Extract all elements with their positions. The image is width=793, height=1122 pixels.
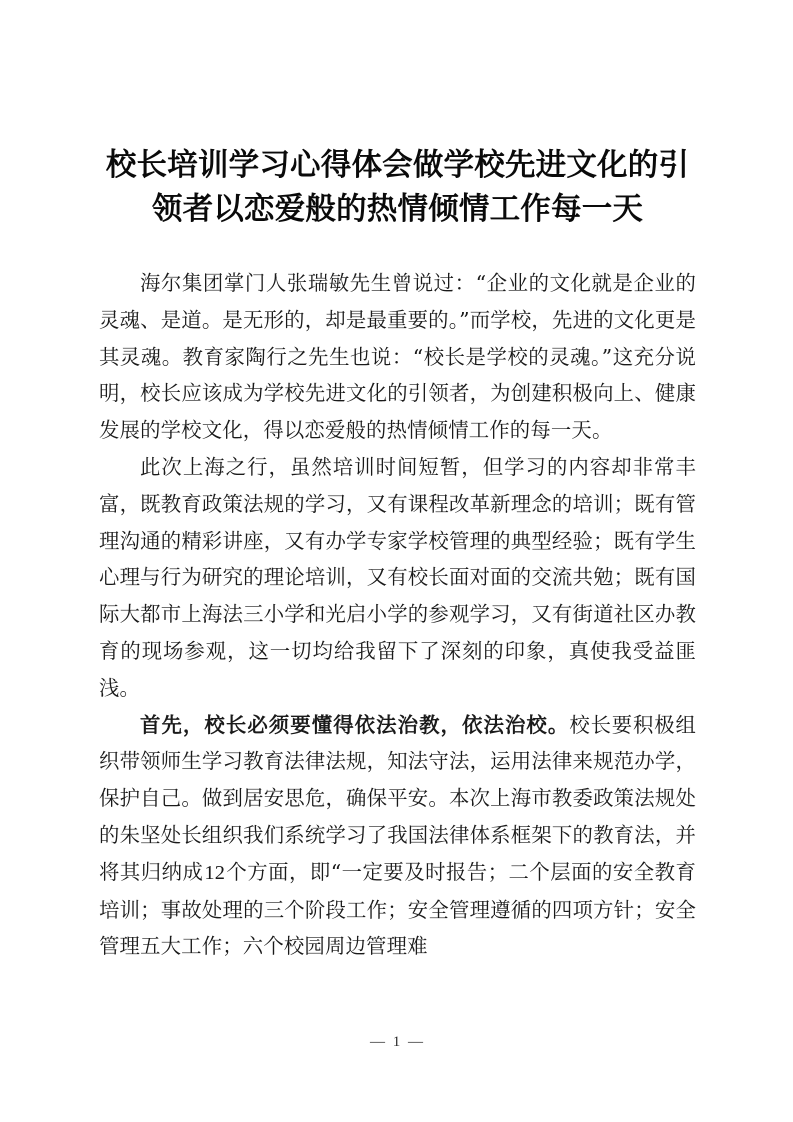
document-body <box>99 265 696 965</box>
paragraph-3-text-a: 校长要积极组织带领师生学习教育法律法规，知法守法，运用法律来规范办学，保护自己。做到居安思危，确保平安。本次上海市教委政策法规处的朱坚处长组织我们系统学习了我国法律体系框架下的教育法，并将其归纳成 <box>99 712 697 884</box>
paragraph-3-text-b: 个方面，即“一定要及时报告；二个层面的安全教育培训；事故处理的三个阶段工作；安全管理遵循的四项方针；安全管理五大工作；六个校园周边管理难 <box>99 859 697 959</box>
page-footer: — 1 — <box>370 1034 425 1050</box>
paragraph-2: 此次上海之行，虽然培训时间短暂，但学习的内容却非常丰富，既教育政策法规的学习，又有课程改革新理念的培训；既有管理沟通的精彩讲座，又有办学专家学校管理的典型经验；既有学生心理与行为研究的理论培训，又有校长面对面的交流共勉；既有国际大都市上海法三小学和光启小学的参观学习，又有街道社区办教育的现场参观，这一切均给我留下了深刻的印象，真使我受益匪浅。 <box>99 454 696 700</box>
paragraph-1: 海尔集团掌门人张瑞敏先生曾说过：“企业的文化就是企业的灵魂、是道。是无形的，却是最重要的。”而学校，先进的文化更是其灵魂。教育家陶行之先生也说：“校长是学校的灵魂。”这充分说明，校长应该成为学校先进文化的引领者，为创建积极向上、健康发展的学校文化，得以恋爱般的热情倾情工作的每一天。 <box>99 271 696 443</box>
paragraph-3-lead-bold: 首先，校长必须要懂得依法治教，依法治校。 <box>140 712 570 737</box>
page-title: 校长培训学习心得体会做学校先进文化的引领者以恋爱般的热情倾情工作每一天 <box>105 148 690 227</box>
paragraph-3 <box>99 707 696 966</box>
paragraph-3-number: 12 <box>204 861 226 884</box>
page-content-area <box>99 0 696 1122</box>
